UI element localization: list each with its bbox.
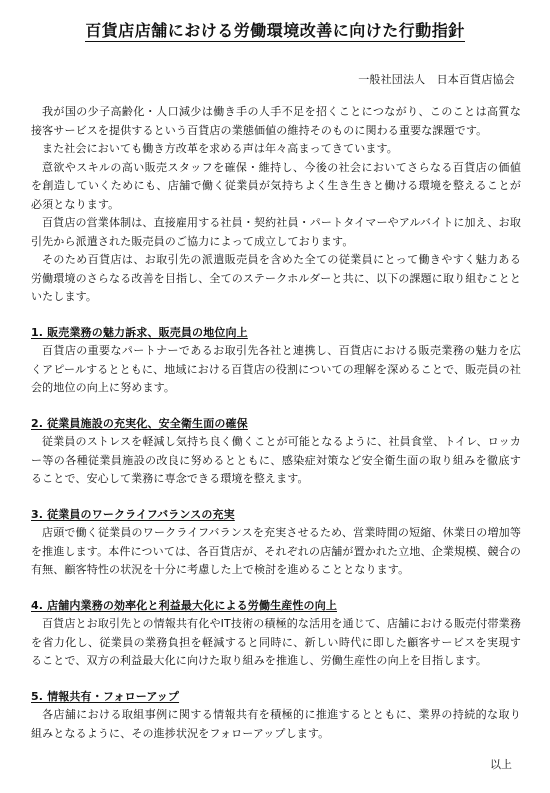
closing-mark: 以上 bbox=[490, 758, 512, 771]
section-heading: 3. 従業員のワークライフバランスの充実 bbox=[31, 507, 235, 521]
intro-paragraph: そのため百貨店は、お取引先の派遣販売員を含めた全ての従業員にとって働きやすく魅力ある労働環境のさらなる改善を目指し、全てのステークホルダーと共に、以下の課題に取り組むことといたします。 bbox=[31, 253, 521, 303]
section-text: 百貨店の重要なパートナーであるお取引先各社と連携し、百貨店における販売業務の魅力を広くアピールするとともに、地域における百貨店の役割についての理解を深めることで、販売員の社会的地位の向上に努めます。 bbox=[31, 344, 521, 394]
section-text: 各店舗における取組事例に関する情報共有を積極的に推進するとともに、業界の持続的な取り組みとなるように、その進捗状況をフォローアップします。 bbox=[31, 708, 521, 740]
document-title bbox=[0, 18, 550, 41]
document-body bbox=[31, 103, 521, 743]
document-title-text: 百貨店店舗における労働環境改善に向けた行動指針 bbox=[85, 21, 465, 40]
section-2 bbox=[31, 415, 521, 489]
intro-paragraph: 百貨店の営業体制は、直接雇用する社員・契約社員・パートタイマーやアルバイトに加え、お取引先から派遣された販売員のご協力によって成立しております。 bbox=[31, 216, 521, 248]
section-3 bbox=[31, 506, 521, 580]
intro-paragraph: また社会においても働き方改革を求める声は年々高まってきています。 bbox=[42, 142, 398, 155]
section-heading: 2. 従業員施設の充実化、安全衛生面の確保 bbox=[31, 416, 248, 430]
section-heading: 1. 販売業務の魅力訴求、販売員の地位向上 bbox=[31, 325, 248, 339]
section-text: 百貨店とお取引先との情報共有化やIT技術の積極的な活用を通じて、店舗における販売付帯業務を省力化し、従業員の業務負担を軽減すると同時に、新しい時代に即した顧客サービスを実現することで、双方の利益最大化に向けた取り組みを推進し、労働生産性の向上を目指します。 bbox=[31, 617, 521, 667]
intro-paragraph: 意欲やスキルの高い販売スタッフを確保・維持し、今後の社会においてさらなる百貨店の価値を創造していくためにも、店舗で働く従業員が気持ちよく生き生きと働ける環境を整えることが必須となります。 bbox=[31, 160, 521, 211]
section-heading: 5. 情報共有・フォローアップ bbox=[31, 689, 180, 703]
section-heading: 4. 店舗内業務の効率化と利益最大化による労働生産性の向上 bbox=[31, 598, 338, 612]
section-5 bbox=[31, 688, 521, 744]
section-1 bbox=[31, 324, 521, 398]
intro-paragraph: 我が国の少子高齢化・人口減少は働き手の人手不足を招くことにつながり、このことは高質な接客サービスを提供するという百貨店の業態価値の維持そのものに関わる重要な課題です。 bbox=[31, 105, 521, 137]
issuing-organization: 一般社団法人 日本百貨店協会 bbox=[358, 73, 515, 86]
section-text: 店頭で働く従業員のワークライフバランスを充実させるため、営業時間の短縮、休業日の増加等を推進します。本件については、各百貨店が、それぞれの店舗が置かれた立地、企業規模、競合の有無、顧客特性の状況を十分に考慮した上で検討を進めることとなります。 bbox=[31, 526, 521, 576]
section-text: 従業員のストレスを軽減し気持ち良く働くことが可能となるように、社員食堂、トイレ、ロッカー等の各種従業員施設の改良に努めるとともに、感染症対策など安全衛生面の取り組みを徹底することで、安心して業務に専念できる環境を整えます。 bbox=[31, 435, 521, 485]
section-4 bbox=[31, 597, 521, 671]
